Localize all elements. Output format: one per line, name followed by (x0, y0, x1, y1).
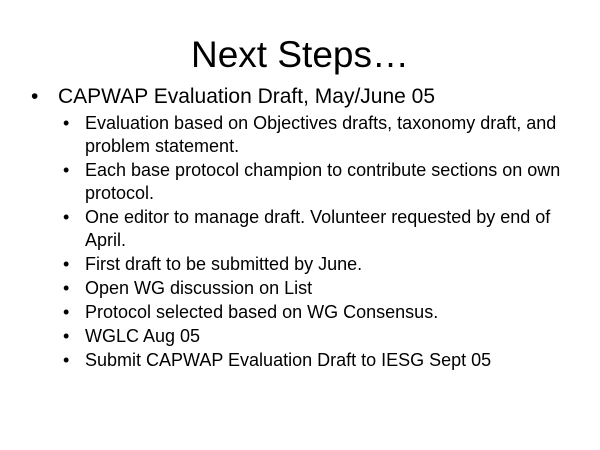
sub-bullet-text: One editor to manage draft. Volunteer requested by end of April. (85, 207, 551, 250)
sub-bullet-item (63, 253, 583, 276)
bullet-icon: • (63, 278, 70, 298)
sub-bullet-item (63, 301, 583, 324)
main-bullet-item (28, 84, 588, 109)
sub-bullet-item (63, 206, 583, 252)
main-bullet-text: CAPWAP Evaluation Draft, May/June 05 (58, 85, 436, 108)
bullet-icon: • (63, 254, 70, 274)
bullet-icon: • (31, 85, 39, 108)
sub-bullet-text: Evaluation based on Objectives drafts, taxonomy draft, and problem statement. (85, 113, 557, 156)
bullet-icon: • (63, 326, 70, 346)
sub-bullet-item (63, 159, 583, 205)
sub-bullet-text: Submit CAPWAP Evaluation Draft to IESG Sept 05 (85, 350, 492, 370)
sub-bullet-item (63, 277, 583, 300)
bullet-icon: • (63, 350, 70, 370)
sub-bullet-item (63, 325, 583, 348)
sub-bullet-text: Protocol selected based on WG Consensus. (85, 302, 439, 322)
sub-bullet-item (63, 112, 583, 158)
bullet-icon: • (63, 160, 70, 180)
sub-bullet-text: Each base protocol champion to contribute sections on own protocol. (85, 160, 561, 203)
sub-bullet-text: First draft to be submitted by June. (85, 254, 363, 274)
sub-bullet-list (63, 112, 583, 373)
bullet-icon: • (63, 113, 70, 133)
bullet-icon: • (63, 207, 70, 227)
sub-bullet-item (63, 349, 583, 372)
slide-title: Next Steps… (191, 34, 409, 75)
bullet-icon: • (63, 302, 70, 322)
sub-bullet-text: Open WG discussion on List (85, 278, 313, 298)
sub-bullet-text: WGLC Aug 05 (85, 326, 201, 346)
